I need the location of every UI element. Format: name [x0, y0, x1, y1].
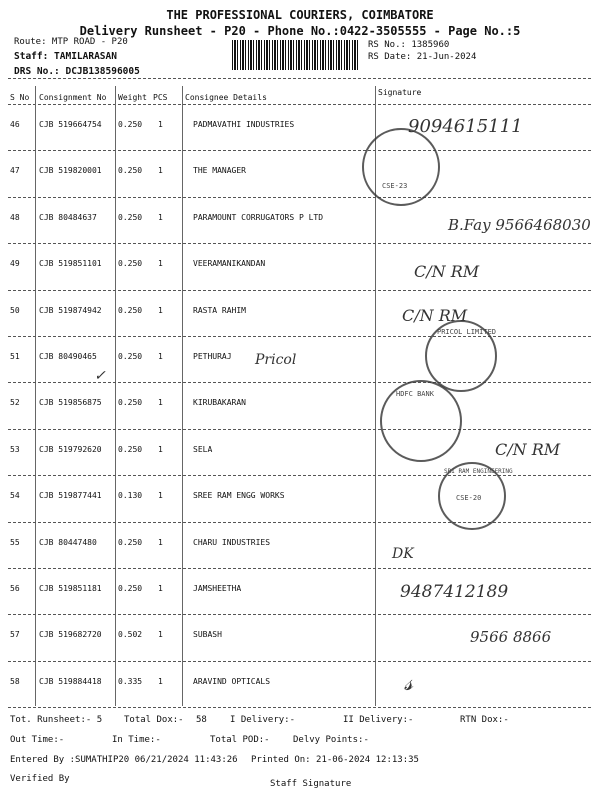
cell-weight: 0.250	[118, 259, 143, 269]
cell-sno: 52	[10, 398, 20, 408]
rs-date: RS Date: 21-Jun-2024	[368, 52, 477, 62]
handwritten-cin-49: C/N RM	[414, 262, 480, 281]
col-pcs: PCS	[153, 93, 168, 102]
cell-sno: 50	[10, 305, 20, 315]
total-dox-value: 58	[196, 715, 207, 725]
stamp-cse-icon: CSE-23	[362, 128, 440, 206]
cell-consignment: CJB 519851101	[39, 259, 102, 269]
cell-sno: 53	[10, 444, 20, 454]
row-divider	[8, 568, 591, 569]
cell-sno: 48	[10, 212, 20, 222]
cell-consignment: CJB 519682720	[39, 630, 102, 640]
handwritten-phone-56: 9487412189	[400, 582, 509, 602]
row-divider	[8, 661, 591, 662]
cell-pcs: 1	[158, 398, 163, 408]
cell-weight: 0.250	[118, 537, 143, 547]
cell-weight: 0.250	[118, 444, 143, 454]
cell-pcs: 1	[158, 491, 163, 501]
cell-consignee: VEERAMANIKANDAN	[193, 259, 266, 269]
row-divider	[8, 243, 591, 244]
in-time: In Time:-	[112, 735, 161, 745]
cell-sno: 49	[10, 259, 20, 269]
row-divider	[8, 475, 591, 476]
stamp-hdfc-icon: HDFC BANK	[380, 380, 462, 462]
cell-pcs: 1	[158, 630, 163, 640]
cell-consignment: CJB 80447480	[39, 537, 97, 547]
drs-number: DRS No.: DCJB138596005	[14, 66, 140, 77]
cell-pcs: 1	[158, 166, 163, 176]
cell-pcs: 1	[158, 537, 163, 547]
handwritten-phone-48: B.Fay 9566468030	[448, 216, 591, 234]
cell-consignment: CJB 519820001	[39, 166, 102, 176]
col-signature: Signature	[378, 88, 422, 97]
total-runsheet: Tot. Runsheet:- 5	[10, 715, 103, 725]
cell-consignment: CJB 80490465	[39, 352, 97, 361]
cell-pcs: 1	[158, 676, 163, 686]
cell-consignee: THE MANAGER	[193, 166, 246, 176]
company-title: THE PROFESSIONAL COURIERS, COIMBATORE	[166, 8, 434, 22]
cell-consignee: PARAMOUNT CORRUGATORS P LTD	[193, 212, 324, 222]
cell-weight: 0.250	[118, 212, 143, 222]
delvy-points: Delvy Points:-	[293, 735, 369, 745]
cell-consignment: CJB 519874942	[39, 305, 102, 315]
cell-weight: 0.250	[118, 584, 143, 593]
i-delivery: I Delivery:-	[230, 715, 296, 725]
cell-sno: 47	[10, 166, 20, 176]
cell-pcs: 1	[158, 352, 163, 361]
row-divider	[8, 522, 591, 523]
handwritten-signature-58-icon: 𝓈	[404, 668, 413, 696]
cell-weight: 0.250	[118, 120, 143, 129]
row-divider	[8, 614, 591, 615]
cell-weight: 0.335	[118, 676, 143, 686]
out-time: Out Time:-	[10, 735, 65, 745]
cell-sno: 51	[10, 352, 20, 361]
row-divider	[8, 336, 591, 337]
cell-pcs: 1	[158, 259, 163, 269]
handwritten-cin-53: C/N RM	[495, 440, 561, 459]
cell-pcs: 1	[158, 305, 163, 315]
cell-consignment: CJB 519792620	[39, 444, 102, 454]
cell-sno: 58	[10, 676, 20, 686]
cell-consignee: CHARU INDUSTRIES	[193, 537, 271, 547]
route-label: Route: MTP ROAD - P20	[14, 37, 128, 47]
cell-consignee: KIRUBAKARAN	[193, 398, 246, 408]
stamp-pricol-icon: PRICOL LIMITED	[425, 320, 497, 392]
cell-sno: 55	[10, 537, 20, 547]
cell-weight: 0.250	[118, 305, 143, 315]
total-pod: Total POD:-	[210, 735, 270, 745]
cell-weight: 0.250	[118, 166, 143, 176]
cell-sno: 56	[10, 584, 20, 593]
cell-consignment: CJB 519664754	[39, 120, 102, 129]
handwritten-cin-50: C/N RM	[402, 306, 468, 325]
cell-sno: 46	[10, 120, 20, 129]
cell-pcs: 1	[158, 120, 163, 129]
cell-weight: 0.250	[118, 352, 143, 361]
cell-consignment: CJB 519851181	[39, 584, 102, 593]
cell-sno: 54	[10, 491, 20, 501]
cell-consignment: CJB 519884418	[39, 676, 102, 686]
col-weight: Weight	[118, 93, 147, 102]
col-consignee: Consignee Details	[185, 93, 267, 102]
col-sno: S No	[10, 93, 30, 102]
cell-consignee: PADMAVATHI INDUSTRIES	[193, 120, 295, 129]
stamp-sriram-icon: SRI RAM ENGINEERING CSE-20	[438, 462, 506, 530]
rs-number: RS No.: 1385960	[368, 40, 450, 50]
cell-consignee: ARAVIND OPTICALS	[193, 676, 271, 686]
cell-consignee: SELA	[193, 444, 213, 454]
row-divider	[8, 429, 591, 430]
cell-consignee: SUBASH	[193, 630, 222, 640]
printed-on: Printed On: 21-06-2024 12:13:35	[251, 755, 419, 765]
staff-signature: Staff Signature	[270, 779, 352, 789]
handwritten-dk: DK	[392, 546, 414, 562]
cell-weight: 0.130	[118, 491, 143, 501]
cell-consignment: CJB 80484637	[39, 212, 97, 222]
cell-pcs: 1	[158, 212, 163, 222]
cell-consignee: SREE RAM ENGG WORKS	[193, 491, 285, 501]
col-consignment: Consignment No	[39, 93, 107, 102]
row-divider	[8, 150, 591, 151]
entered-by: Entered By :SUMATHIP20 06/21/2024 11:43:26	[10, 755, 238, 765]
rtn-dox: RTN Dox:-	[460, 715, 509, 725]
handwritten-pricol: Pricol	[255, 352, 297, 368]
row-divider	[8, 197, 591, 198]
cell-consignee: PETHURAJ	[193, 352, 232, 361]
cell-pcs: 1	[158, 584, 163, 593]
total-dox-label: Total Dox:-	[124, 715, 184, 725]
cell-weight: 0.250	[118, 398, 143, 408]
runsheet-title: Delivery Runsheet - P20 - Phone No.:0422-3505555 - Page No.:5	[79, 24, 521, 38]
cell-consignee: JAMSHEETHA	[193, 584, 242, 593]
handwritten-phone-57: 9566 8866	[470, 628, 552, 646]
cell-sno: 57	[10, 630, 20, 640]
ii-delivery: II Delivery:-	[343, 715, 414, 725]
staff-label: Staff: TAMILARASAN	[14, 51, 117, 62]
handwritten-phone-46: 9094615111	[408, 116, 523, 137]
barcode	[232, 40, 360, 70]
verified-by: Verified By	[10, 774, 70, 784]
cell-pcs: 1	[158, 444, 163, 454]
cell-consignment: CJB 519856875	[39, 398, 102, 408]
handwritten-tick-icon: ✓	[94, 368, 106, 384]
cell-consignment: CJB 519877441	[39, 491, 102, 501]
row-divider	[8, 290, 591, 291]
cell-weight: 0.502	[118, 630, 143, 640]
cell-consignee: RASTA RAHIM	[193, 305, 246, 315]
